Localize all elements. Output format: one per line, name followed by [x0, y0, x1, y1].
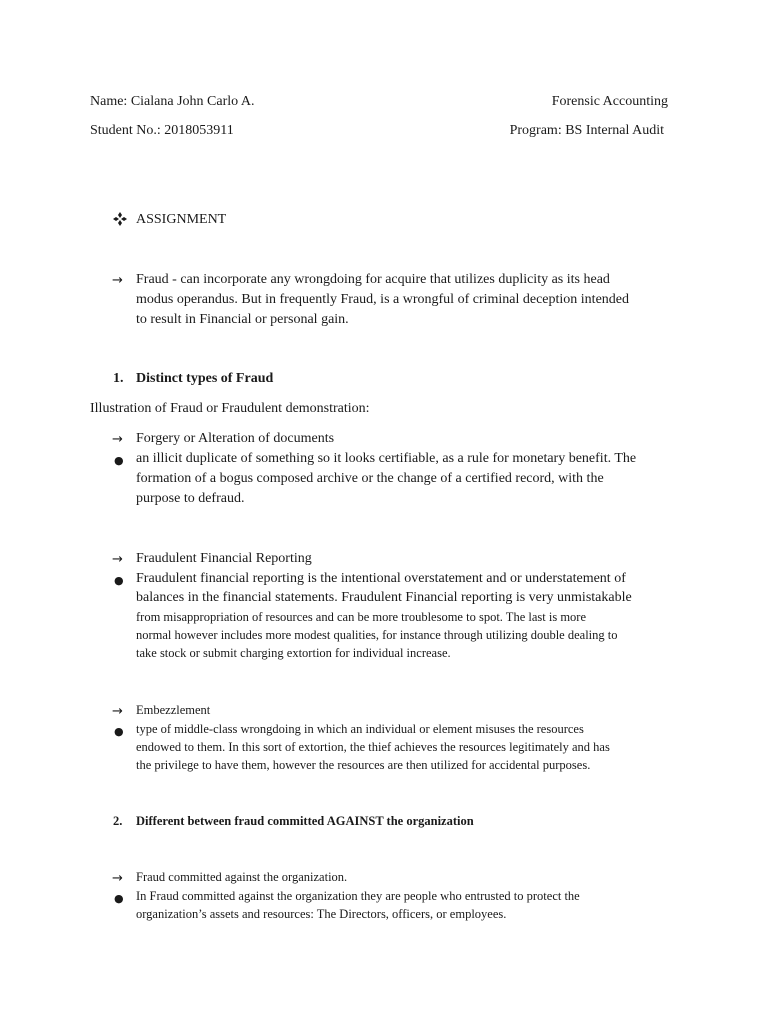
section-subtitle: Illustration of Fraud or Fraudulent demonstration:: [90, 401, 370, 416]
fraud-comparison-item: [0, 870, 768, 930]
assignment-title: ASSIGNMENT: [136, 212, 227, 227]
diamond-bullet-icon: [113, 212, 127, 231]
item-line: Fraudulent financial reporting is the intentional overstatement and or understatement of: [136, 571, 626, 586]
intro-line: modus operandus. But in frequently Fraud, is a wrongful of criminal deception intended: [136, 292, 630, 307]
item-line: purpose to defraud.: [136, 491, 245, 506]
item-heading: Fraud committed against the organization.: [136, 870, 348, 884]
intro-line: Fraud - can incorporate any wrongdoing for acquire that utilizes duplicity as its head: [136, 272, 610, 287]
right-arrow-icon: →: [112, 704, 123, 719]
section-title: Different between fraud committed AGAINST the organization: [136, 814, 474, 828]
right-arrow-icon: →: [112, 552, 123, 567]
section-number: 2.: [113, 814, 123, 828]
fraud-type-item: [0, 703, 768, 775]
item-heading: Embezzlement: [136, 703, 211, 717]
bullet-icon: ●: [114, 892, 124, 905]
fraud-type-item: [0, 431, 768, 511]
section-number: 1.: [113, 371, 124, 386]
item-line: endowed to them. In this sort of extortion, the thief achieves the resources legitimately and has: [136, 740, 610, 754]
student-number: Student No.: 2018053911: [90, 123, 234, 138]
item-line: an illicit duplicate of something so it looks certifiable, as a rule for monetary benefit. The: [136, 451, 637, 466]
item-line: normal however includes more modest qualities, for instance through utilizing double dealing to: [136, 628, 618, 642]
item-heading: Fraudulent Financial Reporting: [136, 551, 312, 566]
item-heading: Forgery or Alteration of documents: [136, 431, 335, 446]
section-title: Distinct types of Fraud: [136, 371, 274, 386]
bullet-icon: ●: [114, 725, 124, 738]
right-arrow-icon: →: [112, 432, 123, 447]
item-line: balances in the financial statements. Fraudulent Financial reporting is very unmistakable: [136, 590, 632, 605]
bullet-icon: ●: [114, 454, 124, 467]
course-subject: Forensic Accounting: [551, 94, 668, 109]
intro-block: [0, 272, 768, 336]
right-arrow-icon: →: [112, 871, 123, 886]
item-line: from misappropriation of resources and can be more troublesome to spot. The last is more: [136, 610, 586, 624]
right-arrow-icon: →: [112, 273, 123, 288]
bullet-icon: ●: [114, 574, 124, 587]
program: Program: BS Internal Audit: [509, 123, 664, 138]
student-name: Name: Cialana John Carlo A.: [90, 94, 255, 109]
item-line: In Fraud committed against the organization they are people who entrusted to protect the: [136, 889, 580, 903]
intro-line: to result in Financial or personal gain.: [136, 312, 349, 327]
fraud-type-item: [0, 551, 768, 663]
item-line: type of middle-class wrongdoing in which an individual or element misuses the resources: [136, 722, 584, 736]
item-line: take stock or submit charging extortion for individual increase.: [136, 646, 451, 660]
item-line: organization’s assets and resources: The Directors, officers, or employees.: [136, 907, 507, 921]
item-line: the privilege to have them, however the resources are then utilized for accidental purposes.: [136, 758, 591, 772]
item-line: formation of a bogus composed archive or the change of a certified record, with the: [136, 471, 604, 486]
